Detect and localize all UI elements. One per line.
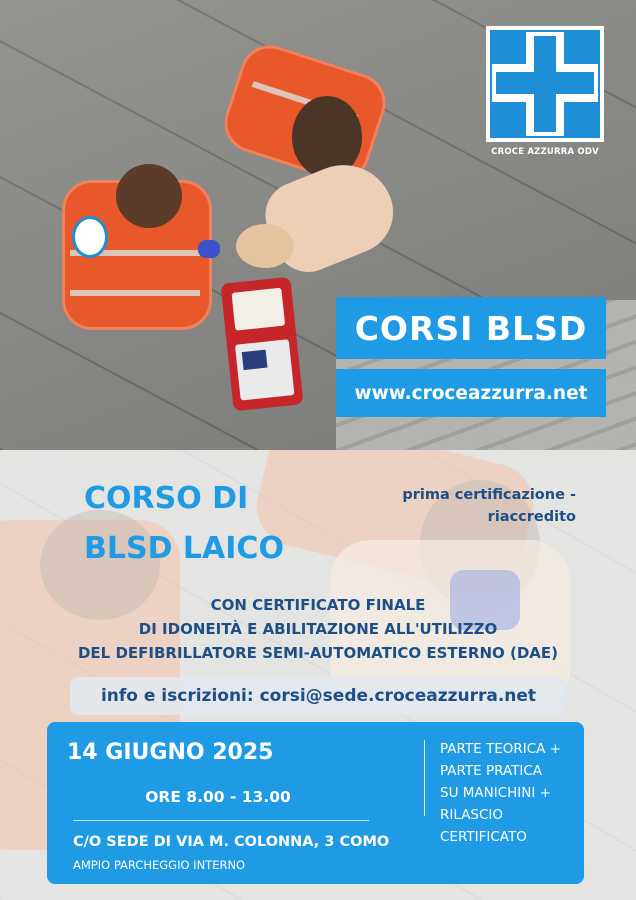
certificate-line3: DEL DEFIBRILLATORE SEMI-AUTOMATICO ESTERNO (DAE) xyxy=(77,644,558,662)
vertical-divider xyxy=(424,740,425,816)
website-box[interactable] xyxy=(336,369,606,417)
program-line: RILASCIO xyxy=(440,807,504,823)
program-line: PARTE TEORICA + xyxy=(440,741,562,757)
subtitle-line2: riaccredito xyxy=(487,509,576,525)
event-venue: C/O SEDE DI VIA M. COLONNA, 3 COMO xyxy=(73,834,390,850)
website-link[interactable]: www.croceazzurra.net xyxy=(354,382,588,404)
header-title: CORSI BLSD xyxy=(354,308,588,348)
course-title-line1: CORSO DI xyxy=(84,481,249,516)
certificate-line1: CON CERTIFICATO FINALE xyxy=(210,596,426,614)
logo-org-name: CROCE AZZURRA ODV xyxy=(491,147,599,157)
subtitle-line1: prima certificazione - xyxy=(402,487,576,503)
rescuer-left xyxy=(58,160,248,340)
event-time: ORE 8.00 - 13.00 xyxy=(145,788,291,806)
divider xyxy=(73,820,369,821)
croce-azzurra-logo xyxy=(486,26,604,142)
info-box xyxy=(70,677,567,715)
header-title-box xyxy=(336,297,606,359)
program-description xyxy=(440,738,561,848)
certificate-description xyxy=(0,593,636,665)
course-title-line2: BLSD LAICO xyxy=(84,531,284,566)
info-email[interactable]: info e iscrizioni: corsi@sede.croceazzurra.net xyxy=(100,686,537,706)
event-details-box xyxy=(47,722,584,884)
program-line: SU MANICHINI + xyxy=(440,785,551,801)
event-date: 14 GIUGNO 2025 xyxy=(67,740,274,765)
program-line: PARTE PRATICA xyxy=(440,763,543,779)
course-title xyxy=(84,474,284,574)
course-subtitle xyxy=(402,484,576,528)
event-parking: AMPIO PARCHEGGIO INTERNO xyxy=(73,858,246,872)
certificate-line2: DI IDONEITÀ E ABILITAZIONE ALL'UTILIZZO xyxy=(138,620,498,638)
program-line: CERTIFICATO xyxy=(440,829,527,845)
defibrillator-aed xyxy=(221,277,304,412)
